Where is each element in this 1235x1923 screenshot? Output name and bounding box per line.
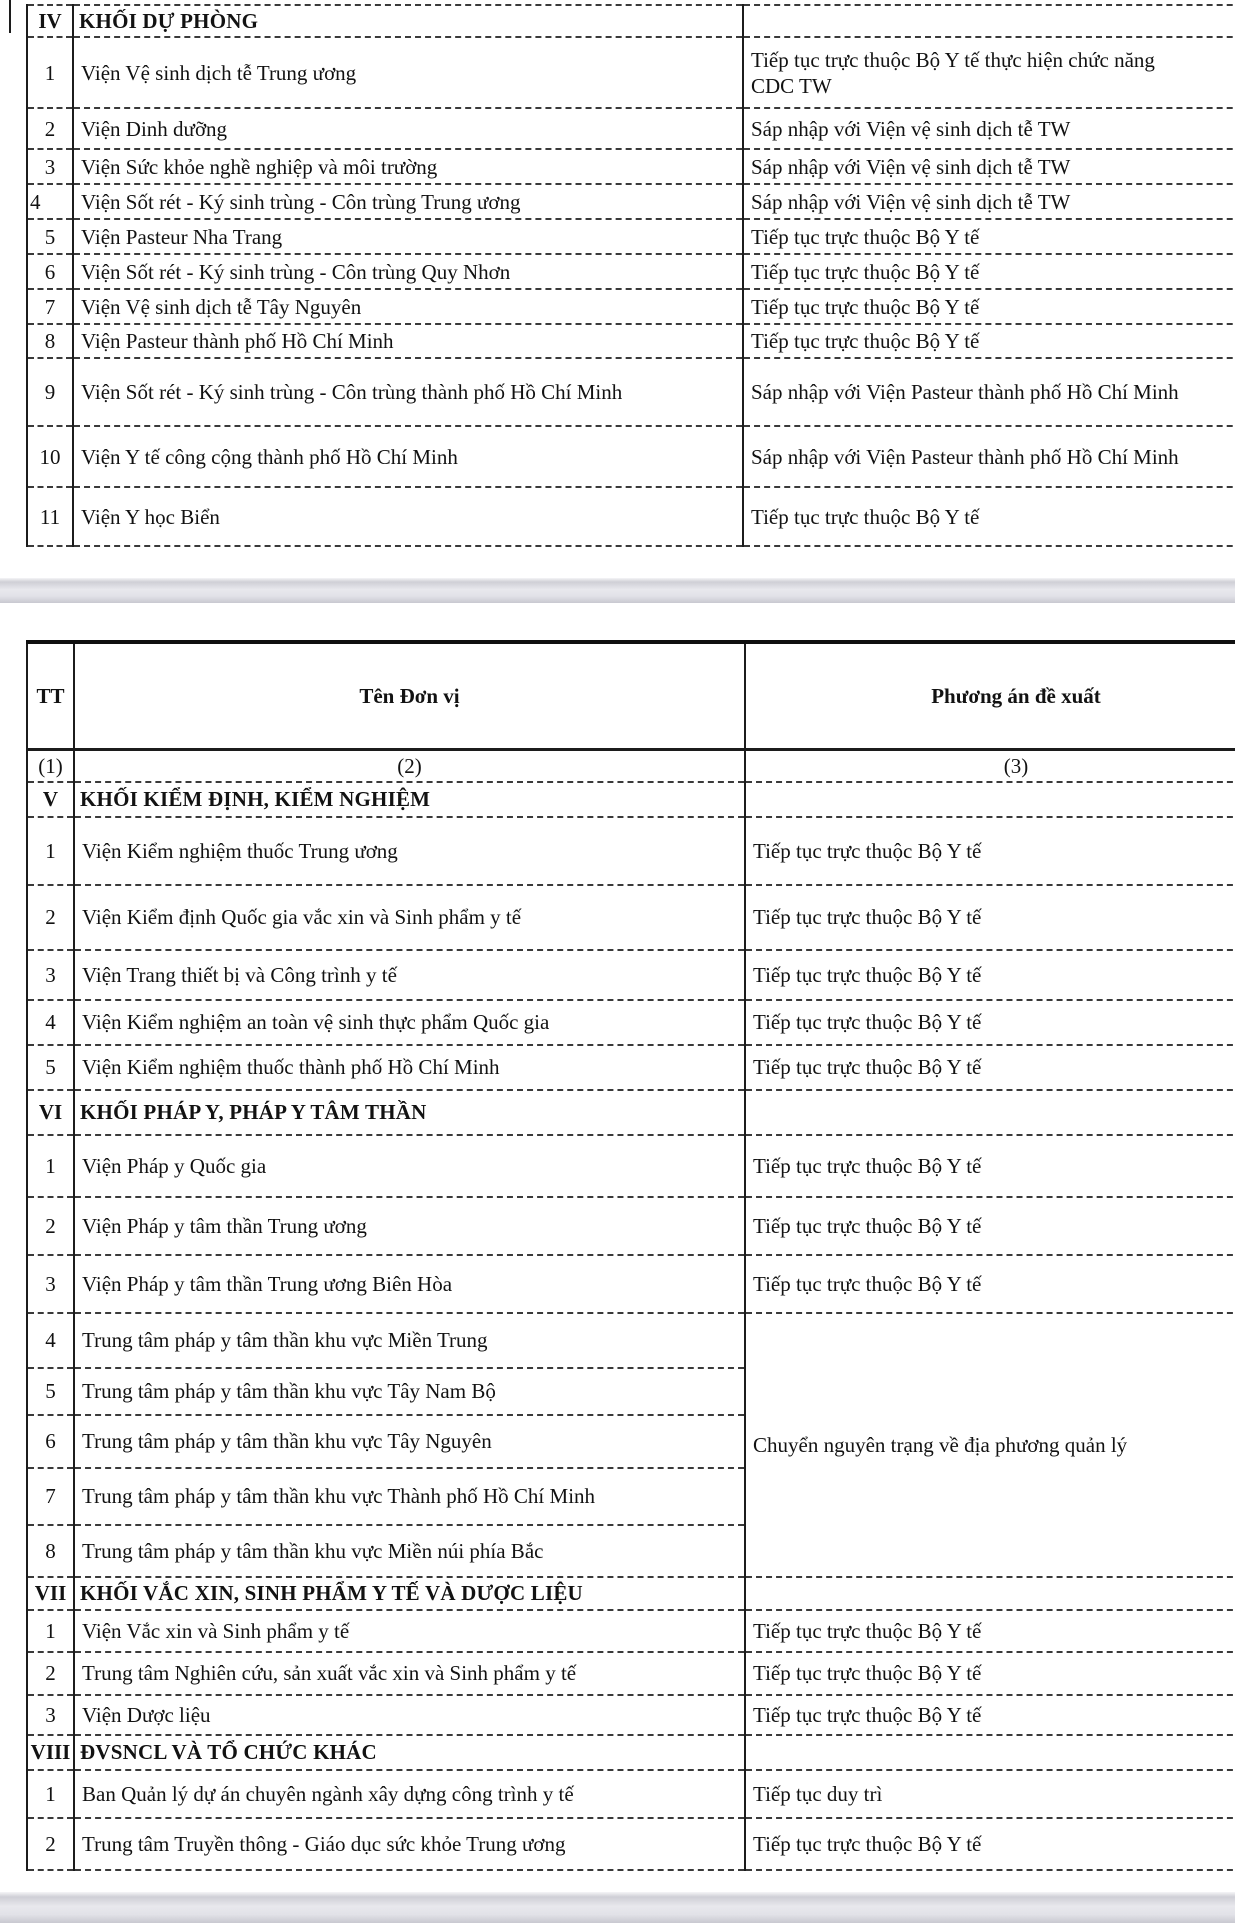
row-number-cell: 4 bbox=[27, 184, 73, 219]
table-row bbox=[27, 950, 1235, 1000]
proposal-cell: Tiếp tục trực thuộc Bộ Y tế bbox=[745, 1197, 1235, 1255]
header-unit-name-cell: Tên Đơn vị bbox=[74, 642, 745, 749]
table-khoi-du-phong bbox=[26, 4, 1235, 547]
section-title-cell: ĐVSNCL VÀ TỔ CHỨC KHÁC bbox=[74, 1735, 745, 1770]
unit-name-cell: Viện Sức khỏe nghề nghiệp và môi trường bbox=[73, 149, 743, 184]
unit-name-cell: Viện Pasteur thành phố Hồ Chí Minh bbox=[73, 324, 743, 358]
row-number-cell: 2 bbox=[27, 885, 74, 950]
section-number-cell: V bbox=[27, 782, 74, 817]
proposal-cell bbox=[745, 1577, 1235, 1610]
row-number-cell: 1 bbox=[27, 1610, 74, 1652]
section-row bbox=[27, 1090, 1235, 1135]
table-row bbox=[27, 487, 1235, 546]
proposal-cell: Sáp nhập với Viện vệ sinh dịch tễ TW bbox=[743, 108, 1235, 149]
unit-name-cell: Viện Sốt rét - Ký sinh trùng - Côn trùng thành phố Hồ Chí Minh bbox=[73, 358, 743, 426]
proposal-cell: Sáp nhập với Viện Pasteur thành phố Hồ Chí Minh bbox=[743, 358, 1235, 426]
table-row bbox=[27, 219, 1235, 254]
unit-name-cell: Trung tâm pháp y tâm thần khu vực Miền Trung bbox=[74, 1313, 745, 1368]
proposal-cell: Tiếp tục trực thuộc Bộ Y tế bbox=[745, 1135, 1235, 1197]
header-proposal-cell: Phương án đề xuất bbox=[745, 642, 1235, 749]
unit-name-cell: Trung tâm pháp y tâm thần khu vực Tây Nguyên bbox=[74, 1415, 745, 1468]
table-row bbox=[27, 1197, 1235, 1255]
proposal-cell: Sáp nhập với Viện vệ sinh dịch tễ TW bbox=[743, 149, 1235, 184]
proposal-cell: Tiếp tục duy trì bbox=[745, 1770, 1235, 1818]
table-header-row bbox=[27, 642, 1235, 749]
proposal-cell: Tiếp tục trực thuộc Bộ Y tế bbox=[745, 885, 1235, 950]
row-number-cell: 3 bbox=[27, 149, 73, 184]
table-row bbox=[27, 149, 1235, 184]
proposal-cell: Tiếp tục trực thuộc Bộ Y tế bbox=[745, 1045, 1235, 1090]
unit-name-cell: Viện Dược liệu bbox=[74, 1695, 745, 1735]
unit-name-cell: Trung tâm Nghiên cứu, sản xuất vắc xin và Sinh phẩm y tế bbox=[74, 1652, 745, 1695]
row-number-cell: 1 bbox=[27, 1770, 74, 1818]
unit-name-cell: Viện Pháp y tâm thần Trung ương bbox=[74, 1197, 745, 1255]
proposal-cell bbox=[745, 1735, 1235, 1770]
row-number-cell: 3 bbox=[27, 950, 74, 1000]
row-number-cell: 4 bbox=[27, 1313, 74, 1368]
proposal-cell bbox=[743, 5, 1235, 37]
proposal-cell: Tiếp tục trực thuộc Bộ Y tế bbox=[743, 254, 1235, 289]
section-title-cell: KHỐI VẮC XIN, SINH PHẨM Y TẾ VÀ DƯỢC LIỆU bbox=[74, 1577, 745, 1610]
table-row bbox=[27, 1045, 1235, 1090]
proposal-cell: Tiếp tục trực thuộc Bộ Y tế bbox=[745, 817, 1235, 885]
unit-name-cell: Trung tâm Truyền thông - Giáo dục sức khỏe Trung ương bbox=[74, 1818, 745, 1870]
row-number-cell: 2 bbox=[27, 108, 73, 149]
row-number-cell: 10 bbox=[27, 426, 73, 487]
table-row bbox=[27, 1770, 1235, 1818]
row-number-cell: 2 bbox=[27, 1652, 74, 1695]
proposal-cell bbox=[743, 37, 1235, 108]
section-number-cell: VIII bbox=[27, 1735, 74, 1770]
section-row bbox=[27, 782, 1235, 817]
unit-name-cell: Viện Sốt rét - Ký sinh trùng - Côn trùng Quy Nhơn bbox=[73, 254, 743, 289]
header-tt-cell: TT bbox=[27, 642, 74, 749]
row-number-cell: 1 bbox=[27, 1135, 74, 1197]
table-row bbox=[27, 254, 1235, 289]
table-row bbox=[27, 1135, 1235, 1197]
table-row bbox=[27, 1610, 1235, 1652]
proposal-cell: Tiếp tục trực thuộc Bộ Y tế bbox=[745, 950, 1235, 1000]
unit-name-cell: Viện Trang thiết bị và Công trình y tế bbox=[74, 950, 745, 1000]
row-number-cell: 2 bbox=[27, 1197, 74, 1255]
proposal-cell: Tiếp tục trực thuộc Bộ Y tế bbox=[745, 1255, 1235, 1313]
unit-name-cell: Viện Vệ sinh dịch tễ Tây Nguyên bbox=[73, 289, 743, 324]
table-row bbox=[27, 289, 1235, 324]
proposal-cell: Tiếp tục trực thuộc Bộ Y tế bbox=[745, 1818, 1235, 1870]
column-index-cell: (2) bbox=[74, 749, 745, 782]
unit-name-cell: Viện Pháp y tâm thần Trung ương Biên Hòa bbox=[74, 1255, 745, 1313]
unit-name-cell: Viện Kiểm định Quốc gia vắc xin và Sinh phẩm y tế bbox=[74, 885, 745, 950]
proposal-cell: Tiếp tục trực thuộc Bộ Y tế bbox=[745, 1652, 1235, 1695]
proposal-cell: Tiếp tục trực thuộc Bộ Y tế bbox=[743, 487, 1235, 546]
table-row bbox=[27, 324, 1235, 358]
table-row bbox=[27, 358, 1235, 426]
section-row bbox=[27, 5, 1235, 37]
table-khoi-v-viii bbox=[26, 640, 1235, 1871]
table-row bbox=[27, 1313, 1235, 1368]
row-number-cell: 7 bbox=[27, 1468, 74, 1525]
section-row bbox=[27, 1735, 1235, 1770]
unit-name-cell: Viện Kiểm nghiệm thuốc thành phố Hồ Chí Minh bbox=[74, 1045, 745, 1090]
row-number-cell: 8 bbox=[27, 324, 73, 358]
section-title-cell: KHỐI PHÁP Y, PHÁP Y TÂM THẦN bbox=[74, 1090, 745, 1135]
proposal-cell: Tiếp tục trực thuộc Bộ Y tế bbox=[743, 289, 1235, 324]
row-number-cell: 3 bbox=[27, 1255, 74, 1313]
row-number-cell: 8 bbox=[27, 1525, 74, 1577]
table-row bbox=[27, 37, 1235, 108]
unit-name-cell: Trung tâm pháp y tâm thần khu vực Miền núi phía Bắc bbox=[74, 1525, 745, 1577]
unit-name-cell: Viện Pháp y Quốc gia bbox=[74, 1135, 745, 1197]
unit-name-cell: Viện Dinh dưỡng bbox=[73, 108, 743, 149]
column-index-cell: (1) bbox=[27, 749, 74, 782]
unit-name-cell: Trung tâm pháp y tâm thần khu vực Tây Nam Bộ bbox=[74, 1368, 745, 1415]
unit-name-cell: Viện Kiểm nghiệm thuốc Trung ương bbox=[74, 817, 745, 885]
section-number-cell: IV bbox=[27, 5, 73, 37]
row-number-cell: 1 bbox=[27, 37, 73, 108]
column-index-cell: (3) bbox=[745, 749, 1235, 782]
unit-name-cell: Viện Vắc xin và Sinh phẩm y tế bbox=[74, 1610, 745, 1652]
proposal-cell bbox=[745, 782, 1235, 817]
table-row bbox=[27, 184, 1235, 219]
row-number-cell: 6 bbox=[27, 1415, 74, 1468]
proposal-cell: Tiếp tục trực thuộc Bộ Y tế bbox=[745, 1000, 1235, 1045]
row-number-cell: 5 bbox=[27, 219, 73, 254]
table-row bbox=[27, 1695, 1235, 1735]
scan-edge-mark bbox=[9, 0, 11, 33]
row-number-cell: 4 bbox=[27, 1000, 74, 1045]
table-row bbox=[27, 1000, 1235, 1045]
row-number-cell: 5 bbox=[27, 1045, 74, 1090]
proposal-cell: Tiếp tục trực thuộc Bộ Y tế bbox=[743, 324, 1235, 358]
proposal-line: Tiếp tục trực thuộc Bộ Y tế thực hiện chức năng bbox=[751, 47, 1155, 72]
table-row bbox=[27, 885, 1235, 950]
table-row bbox=[27, 1652, 1235, 1695]
row-number-cell: 11 bbox=[27, 487, 73, 546]
unit-name-cell: Ban Quản lý dự án chuyên ngành xây dựng công trình y tế bbox=[74, 1770, 745, 1818]
section-number-cell: VII bbox=[27, 1577, 74, 1610]
table-row bbox=[27, 1818, 1235, 1870]
row-number-cell: 5 bbox=[27, 1368, 74, 1415]
row-number-cell: 6 bbox=[27, 254, 73, 289]
section-number-cell: VI bbox=[27, 1090, 74, 1135]
unit-name-cell: Viện Sốt rét - Ký sinh trùng - Côn trùng Trung ương bbox=[73, 184, 743, 219]
proposal-cell: Tiếp tục trực thuộc Bộ Y tế bbox=[743, 219, 1235, 254]
table-row bbox=[27, 1255, 1235, 1313]
proposal-cell bbox=[745, 1090, 1235, 1135]
unit-name-cell: Trung tâm pháp y tâm thần khu vực Thành phố Hồ Chí Minh bbox=[74, 1468, 745, 1525]
unit-name-cell: Viện Y học Biển bbox=[73, 487, 743, 546]
unit-name-cell: Viện Kiểm nghiệm an toàn vệ sinh thực phẩm Quốc gia bbox=[74, 1000, 745, 1045]
section-title-cell: KHỐI DỰ PHÒNG bbox=[73, 5, 743, 37]
page-separator bbox=[0, 1892, 1235, 1923]
unit-name-cell: Viện Vệ sinh dịch tễ Trung ương bbox=[73, 37, 743, 108]
proposal-cell: Sáp nhập với Viện vệ sinh dịch tễ TW bbox=[743, 184, 1235, 219]
column-index-row bbox=[27, 749, 1235, 782]
row-number-cell: 1 bbox=[27, 817, 74, 885]
table-row bbox=[27, 108, 1235, 149]
table-row bbox=[27, 426, 1235, 487]
unit-name-cell: Viện Y tế công cộng thành phố Hồ Chí Minh bbox=[73, 426, 743, 487]
row-number-cell: 2 bbox=[27, 1818, 74, 1870]
merged-proposal-cell: Chuyển nguyên trạng về địa phương quản lý bbox=[745, 1313, 1235, 1577]
section-title-cell: KHỐI KIỂM ĐỊNH, KIỂM NGHIỆM bbox=[74, 782, 745, 817]
page-separator bbox=[0, 578, 1235, 603]
row-number-cell: 3 bbox=[27, 1695, 74, 1735]
unit-name-cell: Viện Pasteur Nha Trang bbox=[73, 219, 743, 254]
section-row bbox=[27, 1577, 1235, 1610]
proposal-line: CDC TW bbox=[751, 73, 832, 98]
row-number-cell: 7 bbox=[27, 289, 73, 324]
proposal-cell: Tiếp tục trực thuộc Bộ Y tế bbox=[745, 1610, 1235, 1652]
proposal-cell: Tiếp tục trực thuộc Bộ Y tế bbox=[745, 1695, 1235, 1735]
table-row bbox=[27, 817, 1235, 885]
proposal-cell: Sáp nhập với Viện Pasteur thành phố Hồ Chí Minh bbox=[743, 426, 1235, 487]
row-number-cell: 9 bbox=[27, 358, 73, 426]
